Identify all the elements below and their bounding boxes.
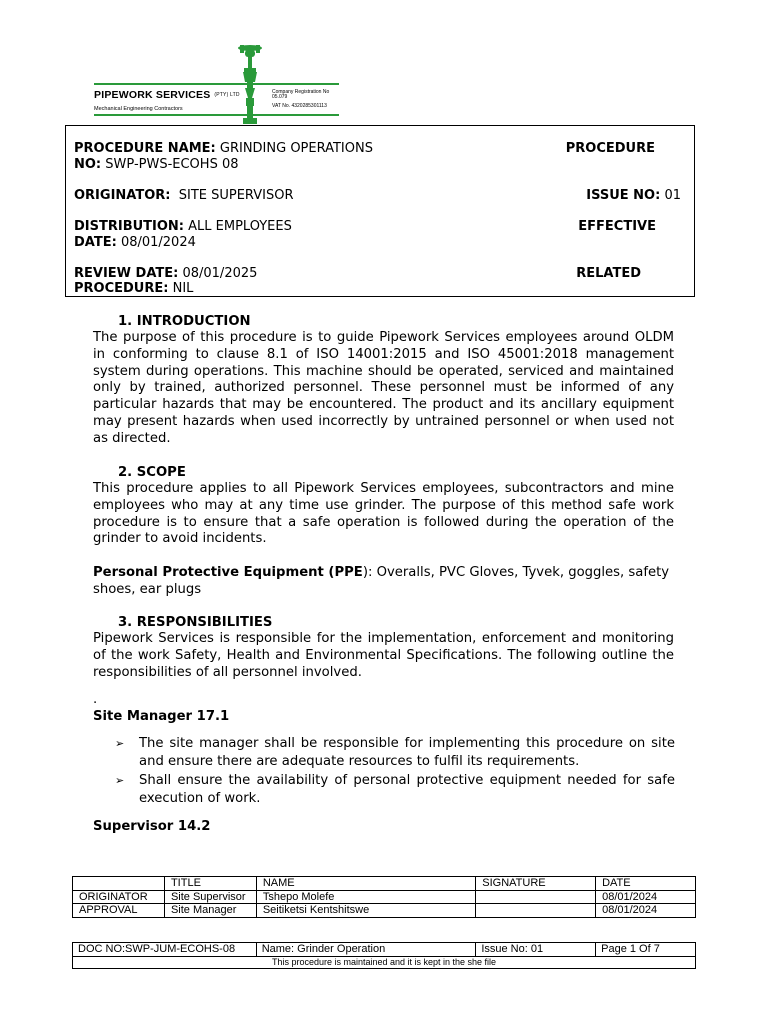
introduction-text: The purpose of this procedure is to guide Pipework Services employees around OLDM in conforming to clause 8.1 of ISO 14001:2015 and ISO 45001:2018 management system during operations. This machine should be operated, serviced and maintained only by trained, authorized personnel. These personnel must be informed of any particular hazards that may be encountered. The product and its ancillary equipment may present hazards when used incorrectly by untrained personnel or when used not as directed. [93, 330, 674, 446]
originator-value: SITE SUPERVISOR [178, 188, 294, 203]
stray-dot: . [93, 692, 98, 707]
scope-text: This procedure applies to all Pipework Services employees, subcontractors and mine employees who may at any time use grinder. The purpose of this method safe work procedure is to ensure that a safe operation is followed during the operation of the grinder to avoid incidents. [93, 481, 674, 547]
table-row [73, 957, 696, 969]
company-suffix: (PTY) LTD [214, 92, 240, 99]
procedure-no-row: NO: SWP-PWS-ECOHS 08 [74, 157, 239, 172]
issue-no: ISSUE NO: 01 [586, 188, 681, 203]
list-item: ➢ The site manager shall be responsible for implementing this procedure on site and ensure there are adequate resources to fulfil its requirements. [115, 736, 675, 769]
table-row [73, 943, 696, 957]
procedure-no-value: SWP-PWS-ECOHS 08 [105, 157, 239, 172]
letterhead-rule-top [94, 83, 339, 85]
scope-heading: 2. SCOPE [118, 465, 186, 480]
distribution-row: DISTRIBUTION: ALL EMPLOYEES EFFECTIVE [74, 219, 656, 234]
distribution-value: ALL EMPLOYEES [188, 219, 292, 234]
arrow-bullet-icon: ➢ [115, 737, 125, 750]
ppe-paragraph [93, 565, 674, 599]
procedure-header-box [65, 125, 695, 297]
company-tagline: Mechanical Engineering Contractors [94, 106, 183, 112]
procedure-name-row: PROCEDURE NAME: GRINDING OPERATIONS PROCEDURE [74, 141, 655, 156]
company-name: PIPEWORK SERVICES (PTY) LTD [94, 89, 240, 101]
footer-note: This procedure is maintained and it is kept in the she file [73, 957, 696, 969]
review-date-value: 08/01/2025 [182, 266, 258, 281]
list-item: ➢ Shall ensure the availability of personal protective equipment needed for safe execution of work. [115, 773, 675, 806]
introduction-heading: 1. INTRODUCTION [118, 314, 251, 329]
table-row: APPROVAL Site Manager Seitiketsi Kentshitswe 08/01/2024 [73, 904, 696, 918]
site-manager-bullets [115, 735, 675, 809]
related-procedure-row: PROCEDURE: NIL [74, 281, 194, 296]
company-registration: Company Registration No 05.079 [272, 89, 330, 100]
procedure-name-value: GRINDING OPERATIONS [219, 141, 373, 156]
page-number: Page 1 Of 7 [596, 943, 696, 957]
responsibilities-text: Pipework Services is responsible for the implementation, enforcement and monitoring of the work Safety, Health and Environmental Specifications. The following outline the responsibilities of all personnel involved. [93, 631, 674, 680]
letterhead [92, 40, 342, 130]
supervisor-heading: Supervisor 14.2 [93, 819, 211, 834]
signature-cell [476, 890, 596, 904]
signature-cell [476, 904, 596, 918]
ppe-label: Personal Protective Equipment (PPE [93, 565, 363, 580]
document-footer-table [72, 942, 696, 969]
table-row: ORIGINATOR Site Supervisor Tshepo Molefe 08/01/2024 [73, 890, 696, 904]
doc-name: Name: Grinder Operation [256, 943, 476, 957]
letterhead-rule-bottom [94, 114, 339, 116]
company-vat: VAT No. 4320285301113 [272, 103, 327, 109]
doc-issue: Issue No: 01 [476, 943, 596, 957]
effective-date-value: 08/01/2024 [120, 235, 196, 250]
site-manager-heading: Site Manager 17.1 [93, 709, 230, 724]
table-header-row: TITLE NAME SIGNATURE DATE [73, 877, 696, 891]
doc-number: DOC NO:SWP-JUM-ECOHS-08 [73, 943, 257, 957]
responsibilities-heading: 3. RESPONSIBILITIES [118, 615, 273, 630]
ppe-text: ): Overalls, PVC Gloves, Tyvek, goggles, safety shoes, ear plugs [93, 565, 670, 597]
related-procedure-value: NIL [172, 281, 194, 296]
effective-date-row: DATE: 08/01/2024 [74, 235, 196, 250]
arrow-bullet-icon: ➢ [115, 774, 125, 787]
signoff-table [72, 876, 696, 918]
review-date-row: REVIEW DATE: 08/01/2025 RELATED [74, 266, 641, 281]
originator-row: ORIGINATOR: SITE SUPERVISOR ISSUE NO: 01 [74, 188, 681, 203]
